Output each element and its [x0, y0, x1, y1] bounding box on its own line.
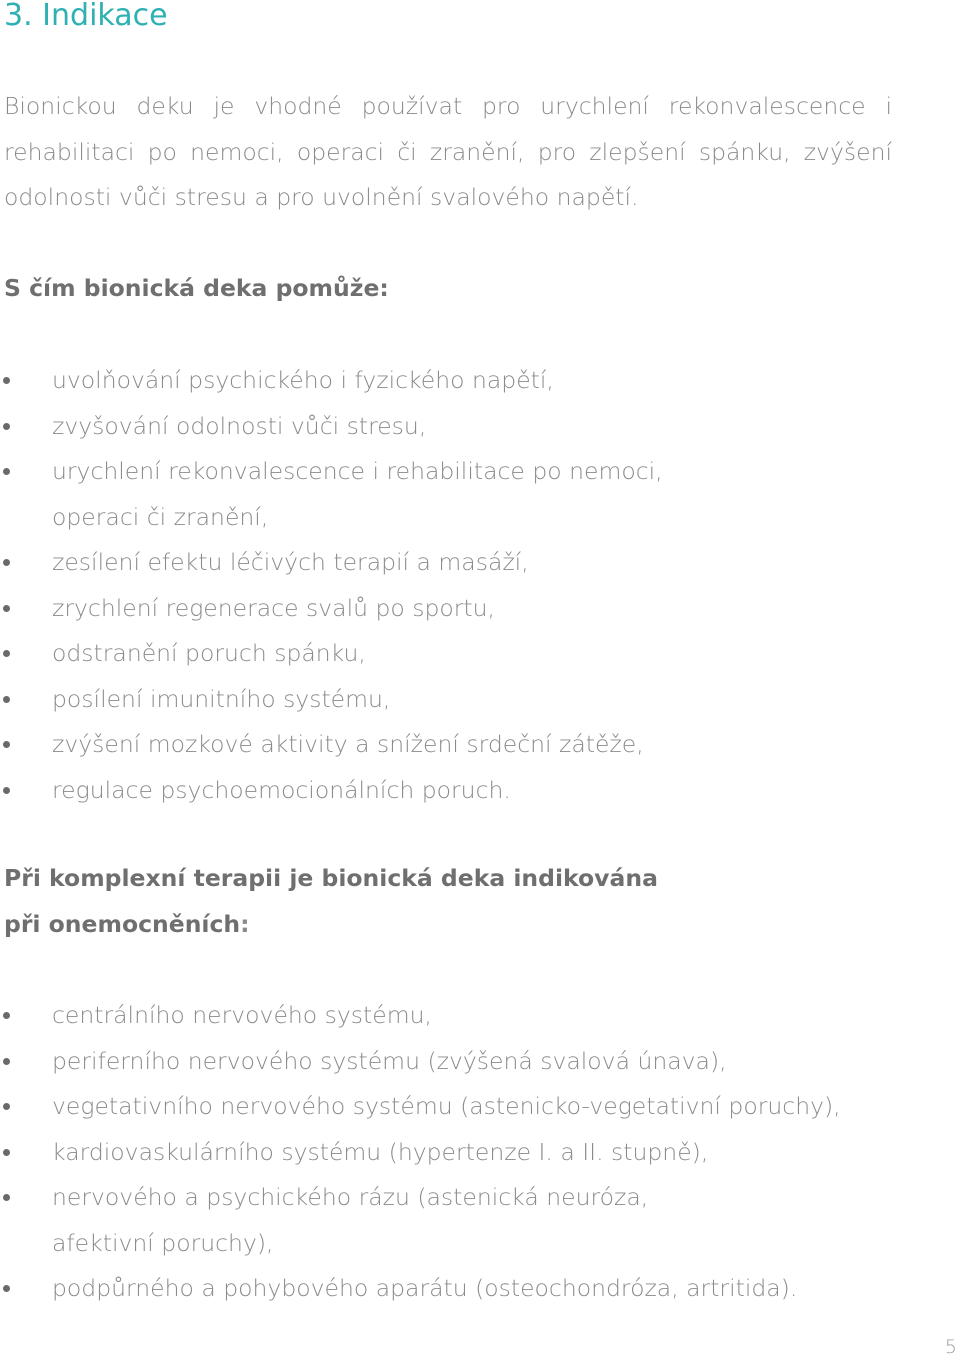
bullet-icon [3, 696, 10, 703]
bullet-icon [3, 1058, 10, 1065]
list-item: urychlení rekonvalescence i rehabilitace po nemoci, operaci či zranění, [0, 449, 940, 540]
list-item: regulace psychoemocionálních poruch. [0, 768, 940, 814]
list-item: zvyšování odolnosti vůči stresu, [0, 404, 940, 450]
list-item: zrychlení regenerace svalů po sportu, [0, 586, 940, 632]
indications-heading-line1: Při komplexní terapii je bionická deka indikována [4, 864, 658, 892]
list-item: nervového a psychického rázu (astenická neuróza, afektivní poruchy), [0, 1175, 940, 1266]
section-heading-benefits: S čím bionická deka pomůže: [4, 274, 389, 302]
bullet-icon [3, 559, 10, 566]
bullet-icon [3, 1012, 10, 1019]
bullet-icon [3, 787, 10, 794]
list-item: vegetativního nervového systému (astenicko-vegetativní poruchy), [0, 1084, 940, 1130]
bullet-icon [3, 1194, 10, 1201]
page-title: 3. Indikace [4, 0, 168, 33]
list-item: periferního nervového systému (zvýšená svalová únava), [0, 1039, 940, 1085]
bullet-icon [3, 1149, 10, 1156]
intro-paragraph: Bionickou deku je vhodné používat pro urychlení rekonvalescence i rehabilitaci po nemoci, operaci či zranění, pro zlepšení spánku, zvýšení odolnosti vůči stresu a pro uvolnění svalového napětí. [4, 92, 892, 211]
bullet-icon [3, 468, 10, 475]
list-item: zvýšení mozkové aktivity a snížení srdeční zátěže, [0, 722, 940, 768]
list-item: odstranění poruch spánku, [0, 631, 940, 677]
list-item: zesílení efektu léčivých terapií a masáží, [0, 540, 940, 586]
bullet-icon [3, 423, 10, 430]
bullet-icon [3, 650, 10, 657]
page-number: 5 [944, 1336, 957, 1358]
indications-list [0, 993, 940, 1312]
list-item: posílení imunitního systému, [0, 677, 940, 723]
list-item: centrálního nervového systému, [0, 993, 940, 1039]
bullet-icon [3, 605, 10, 612]
list-item: uvolňování psychického i fyzického napětí, [0, 358, 940, 404]
list-item: podpůrného a pohybového aparátu (osteochondróza, artritida). [0, 1266, 940, 1312]
bullet-icon [3, 741, 10, 748]
list-item: kardiovaskulárního systému (hypertenze I. a II. stupně), [0, 1130, 940, 1176]
indications-heading-line2: při onemocněních: [4, 909, 250, 938]
bullet-icon [3, 377, 10, 384]
section-heading-indications [4, 856, 904, 947]
bullet-icon [3, 1103, 10, 1110]
benefits-list [0, 358, 940, 813]
bullet-icon [3, 1285, 10, 1292]
